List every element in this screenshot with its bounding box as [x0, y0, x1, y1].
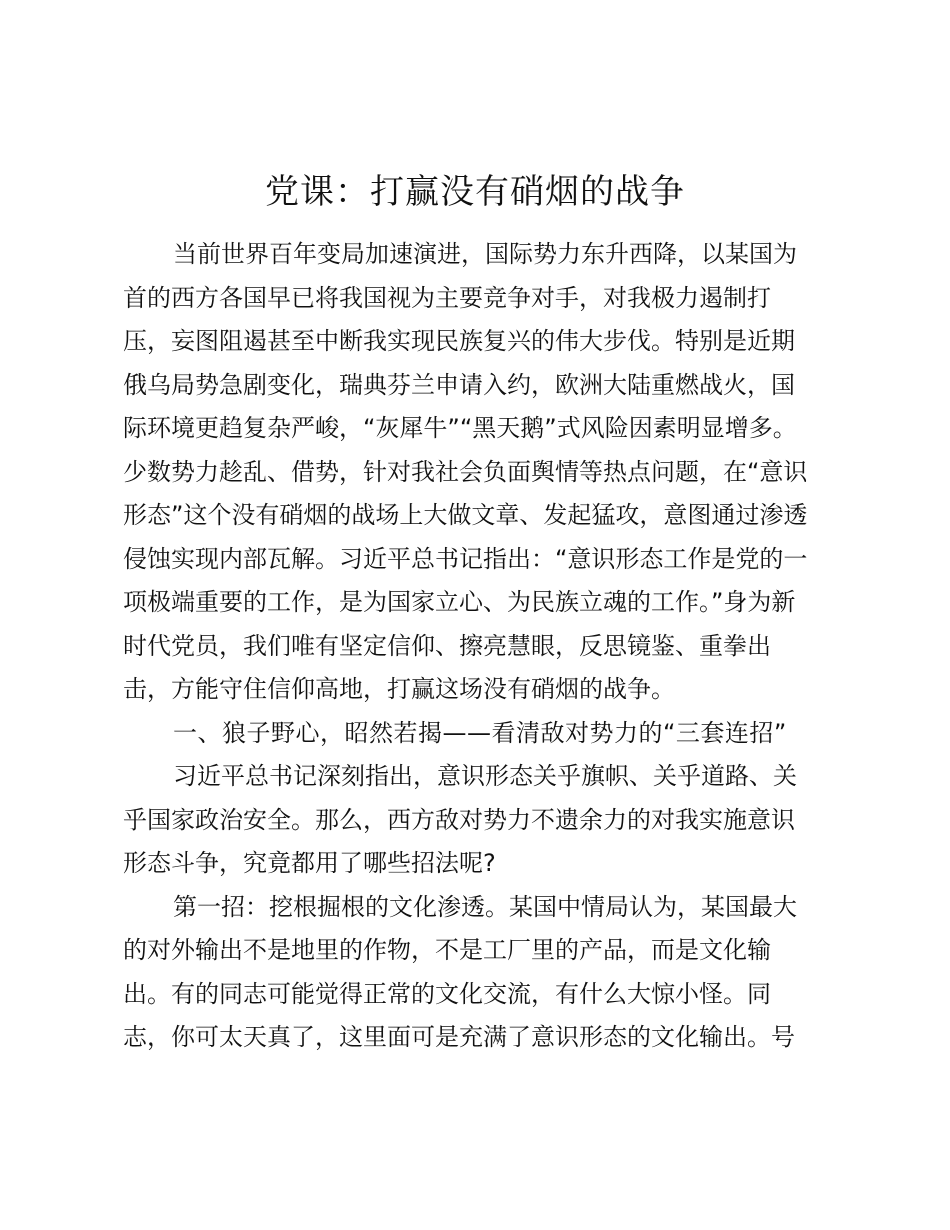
- paragraph-line: 少数势力趁乱、借势，针对我社会负面舆情等热点问题，在“意识: [123, 457, 808, 486]
- paragraph-line: 时代党员，我们唯有坚定信仰、擦亮慧眼，反思镜鉴、重拳出: [123, 631, 771, 660]
- paragraph-line: 首的西方各国早已将我国视为主要竞争对手，对我极力遏制打: [123, 283, 771, 312]
- paragraph-line: 形态斗争，究竟都用了哪些招法呢?: [123, 849, 496, 877]
- paragraph-line: 出。有的同志可能觉得正常的文化交流，有什么大惊小怪。同: [123, 979, 771, 1008]
- paragraph-line: 压，妄图阻遏甚至中断我实现民族复兴的伟大步伐。特别是近期: [123, 327, 795, 355]
- paragraph-line: 第一招：挖根掘根的文化渗透。某国中情局认为，某国最大: [173, 892, 797, 921]
- document-title: 党课：打赢没有硝烟的战争: [265, 172, 685, 212]
- paragraph-line: 乎国家政治安全。那么，西方敌对势力不遗余力的对我实施意识: [123, 805, 795, 834]
- paragraph-line: 击，方能守住信仰高地，打赢这场没有硝烟的战争。: [123, 675, 675, 703]
- paragraph-line: 志，你可太天真了，这里面可是充满了意识形态的文化输出。号: [123, 1023, 795, 1051]
- document-body: [123, 233, 835, 1060]
- paragraph-line: 侵蚀实现内部瓦解。习近平总书记指出：“意识形态工作是党的一: [123, 544, 808, 573]
- paragraph-line: 形态”这个没有硝烟的战场上大做文章、发起猛攻，意图通过渗透: [123, 501, 808, 529]
- paragraph-line: 项极端重要的工作，是为国家立心、为民族立魂的工作。”身为新: [123, 588, 796, 616]
- paragraph-line: 的对外输出不是地里的作物，不是工厂里的产品，而是文化输: [123, 936, 771, 964]
- paragraph-line: 当前世界百年变局加速演进，国际势力东升西降，以某国为: [173, 240, 797, 268]
- paragraph-line: 习近平总书记深刻指出，意识形态关乎旗帜、关乎道路、关: [173, 762, 797, 790]
- paragraph-line: 俄乌局势急剧变化，瑞典芬兰申请入约，欧洲大陆重燃战火，国: [123, 370, 795, 399]
- section-heading: 一、狼子野心，昭然若揭——看清敌对势力的“三套连招”: [173, 718, 787, 747]
- paragraph-line: 际环境更趋复杂严峻，“灰犀牛”“黑天鹅”式风险因素明显增多。: [123, 414, 797, 442]
